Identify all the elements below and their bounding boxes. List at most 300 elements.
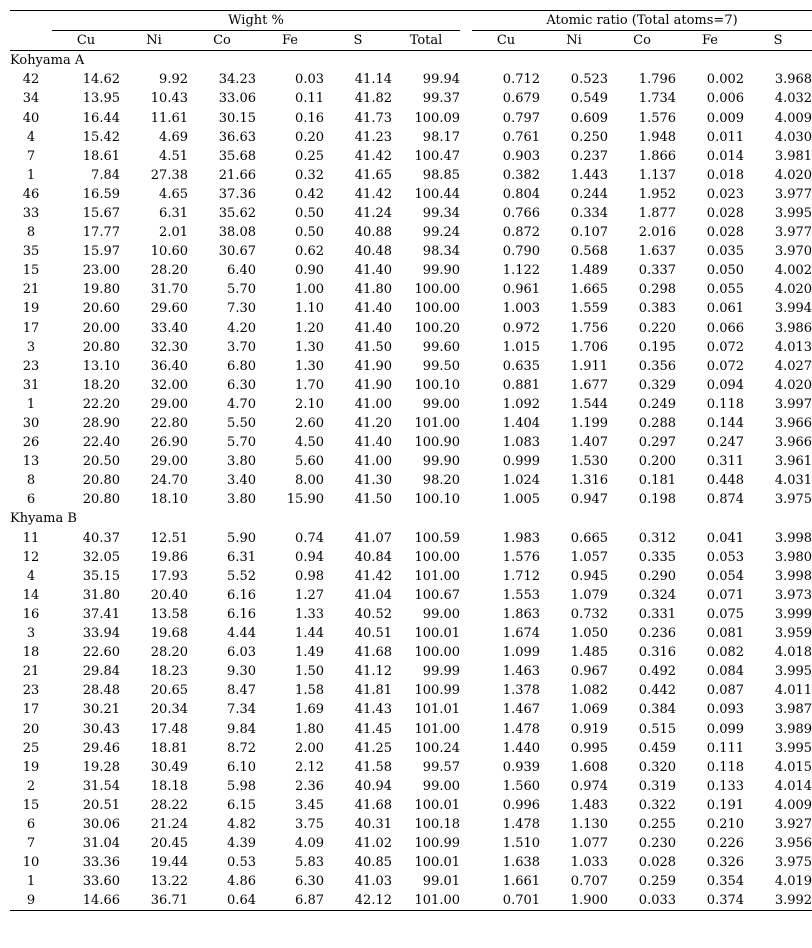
table-cell: 3.977 [774, 186, 812, 202]
table-row [10, 338, 812, 357]
table-cell: 6.30 [227, 377, 256, 393]
table-cell: 6.15 [227, 797, 256, 813]
table-cell: 1.079 [570, 587, 609, 603]
table-cell: 101.00 [414, 721, 461, 737]
table-cell: 0.335 [638, 549, 677, 565]
table-cell: 0.011 [706, 129, 745, 145]
table-cell: 0.107 [570, 225, 609, 241]
table-cell: 0.609 [570, 110, 609, 126]
table-row [10, 758, 812, 777]
table-cell: 0.999 [502, 454, 541, 470]
table-cell: 0.732 [570, 606, 609, 622]
table-row [10, 108, 812, 127]
table-cell: 1.00 [295, 282, 324, 298]
table-cell: 0.002 [706, 72, 745, 88]
table-cell: 1.467 [502, 702, 541, 718]
table-cell: 0.568 [570, 244, 609, 260]
table-row [10, 70, 812, 89]
table-cell: 1.033 [570, 855, 609, 871]
table-cell: 0.035 [706, 244, 745, 260]
analysis-number: 15 [22, 797, 40, 813]
column-header-wt-cu: Cu [52, 31, 120, 51]
column-header-at-ni: Ni [540, 31, 608, 51]
table-cell: 0.041 [706, 530, 745, 546]
table-cell: 12.51 [150, 530, 188, 546]
table-cell: 0.326 [706, 855, 745, 871]
table-cell: 0.050 [706, 263, 745, 279]
table-cell: 0.790 [502, 244, 541, 260]
table-cell: 15.97 [82, 244, 120, 260]
table-cell: 29.00 [150, 396, 188, 412]
table-cell: 35.68 [218, 148, 256, 164]
table-cell: 0.200 [638, 454, 677, 470]
table-cell: 22.80 [150, 416, 188, 432]
table-cell: 3.981 [774, 148, 812, 164]
table-cell: 100.67 [414, 587, 461, 603]
table-cell: 26.90 [150, 435, 188, 451]
table-cell: 1.661 [502, 874, 541, 890]
table-cell: 100.01 [414, 626, 461, 642]
analysis-number: 16 [22, 606, 40, 622]
gap-cell [460, 719, 472, 738]
table-row [10, 529, 812, 548]
table-cell: 4.65 [159, 186, 188, 202]
table-cell: 0.881 [502, 377, 541, 393]
table-cell: 1.734 [638, 91, 677, 107]
table-cell: 29.84 [82, 664, 120, 680]
table-cell: 41.40 [354, 320, 392, 336]
table-cell: 3.994 [774, 301, 812, 317]
analysis-number: 33 [22, 205, 40, 221]
table-cell: 100.10 [414, 492, 461, 508]
analysis-number: 7 [26, 836, 36, 852]
table-cell: 4.44 [227, 626, 256, 642]
table-cell: 33.40 [150, 320, 188, 336]
table-cell: 41.65 [354, 167, 392, 183]
table-cell: 41.24 [354, 205, 392, 221]
table-cell: 18.20 [82, 377, 120, 393]
table-cell: 4.002 [774, 263, 812, 279]
column-header-wt-s: S [324, 31, 392, 51]
table-cell: 1.33 [295, 606, 324, 622]
gap-cell [460, 605, 472, 624]
table-cell: 32.30 [150, 339, 188, 355]
table-cell: 30.43 [82, 721, 120, 737]
table-cell: 0.996 [502, 797, 541, 813]
table-cell: 100.90 [414, 435, 461, 451]
table-cell: 0.244 [570, 186, 609, 202]
table-cell: 3.966 [774, 416, 812, 432]
table-cell: 41.07 [354, 530, 392, 546]
table-cell: 4.70 [227, 396, 256, 412]
table-cell: 0.288 [638, 416, 677, 432]
table-cell: 41.30 [354, 473, 392, 489]
table-cell: 0.053 [706, 549, 745, 565]
table-cell: 28.20 [150, 263, 188, 279]
table-cell: 1.70 [295, 377, 324, 393]
gap-cell [460, 681, 472, 700]
table-cell: 41.58 [354, 759, 392, 775]
gap-cell [460, 529, 472, 548]
table-cell: 0.297 [638, 435, 677, 451]
table-cell: 9.84 [227, 721, 256, 737]
table-cell: 41.50 [354, 492, 392, 508]
table-cell: 0.872 [502, 225, 541, 241]
table-cell: 20.80 [82, 339, 120, 355]
table-cell: 3.959 [774, 626, 812, 642]
table-cell: 0.797 [502, 110, 541, 126]
table-cell: 0.009 [706, 110, 745, 126]
table-cell: 0.236 [638, 626, 677, 642]
table-cell: 6.31 [227, 549, 256, 565]
table-cell: 1.378 [502, 683, 541, 699]
table-cell: 35.62 [218, 205, 256, 221]
table-cell: 20.34 [150, 702, 188, 718]
group-label-row [10, 51, 812, 71]
table-cell: 0.523 [570, 72, 609, 88]
table-cell: 27.38 [150, 167, 188, 183]
table-cell: 0.033 [608, 891, 676, 911]
table-cell: 0.62 [295, 244, 324, 260]
table-cell: 33.36 [82, 855, 120, 871]
gap-cell [460, 357, 472, 376]
table-row [10, 89, 812, 108]
analysis-number: 9 [10, 891, 52, 911]
group-label-row [10, 509, 812, 528]
table-cell: 41.45 [354, 721, 392, 737]
table-cell: 100.24 [414, 740, 461, 756]
table-cell: 19.80 [82, 282, 120, 298]
table-cell: 0.384 [638, 702, 677, 718]
table-cell: 1.024 [502, 473, 541, 489]
table-cell: 0.707 [570, 874, 609, 890]
table-cell: 1.665 [570, 282, 609, 298]
table-row [10, 777, 812, 796]
table-cell: 14.66 [52, 891, 120, 911]
table-cell: 29.46 [82, 740, 120, 756]
table-cell: 0.354 [706, 874, 745, 890]
table-row [10, 433, 812, 452]
table-cell: 0.42 [295, 186, 324, 202]
table-cell: 8.00 [295, 473, 324, 489]
table-cell: 4.09 [295, 836, 324, 852]
table-cell: 0.967 [570, 664, 609, 680]
analysis-number: 23 [22, 358, 40, 374]
table-cell: 1.553 [502, 587, 541, 603]
table-cell: 98.85 [422, 167, 461, 183]
table-row [10, 815, 812, 834]
table-cell: 15.67 [82, 205, 120, 221]
table-cell: 99.90 [422, 454, 461, 470]
table-cell: 99.94 [422, 72, 461, 88]
table-cell: 30.15 [218, 110, 256, 126]
table-cell: 0.679 [502, 91, 541, 107]
table-cell: 15.90 [286, 492, 324, 508]
analysis-number: 6 [26, 492, 36, 508]
gap-cell [460, 777, 472, 796]
table-cell: 22.60 [82, 645, 120, 661]
table-cell: 41.40 [354, 435, 392, 451]
gap-cell [460, 758, 472, 777]
table-cell: 15.42 [82, 129, 120, 145]
table-cell: 5.90 [227, 530, 256, 546]
gap-cell [460, 185, 472, 204]
gap-cell [460, 700, 472, 719]
table-cell: 0.255 [638, 816, 677, 832]
gap-cell [460, 414, 472, 433]
table-row [10, 891, 812, 911]
table-cell: 1.638 [502, 855, 541, 871]
gap-cell [460, 853, 472, 872]
table-cell: 0.334 [570, 205, 609, 221]
table-cell: 1.712 [502, 568, 541, 584]
table-cell: 0.181 [638, 473, 677, 489]
table-cell: 1.863 [502, 606, 541, 622]
table-cell: 0.16 [295, 110, 324, 126]
table-cell: 37.41 [82, 606, 120, 622]
table-cell: 4.014 [774, 778, 812, 794]
table-cell: 17.93 [150, 568, 188, 584]
gap-cell [460, 319, 472, 338]
analysis-number: 12 [22, 549, 40, 565]
table-cell: 33.06 [218, 91, 256, 107]
table-row [10, 624, 812, 643]
table-cell: 3.80 [227, 454, 256, 470]
table-cell: 1.952 [638, 186, 677, 202]
column-header-wt-fe: Fe [256, 31, 324, 51]
gap-cell [460, 872, 472, 891]
table-cell: 0.316 [638, 645, 677, 661]
table-cell: 0.055 [706, 282, 745, 298]
table-cell: 30.21 [82, 702, 120, 718]
gap-cell [460, 204, 472, 223]
table-cell: 1.948 [638, 129, 677, 145]
table-cell: 0.118 [706, 759, 745, 775]
table-cell: 0.374 [676, 891, 744, 911]
table-cell: 99.99 [422, 664, 461, 680]
table-cell: 1.083 [502, 435, 541, 451]
table-cell: 0.311 [706, 454, 745, 470]
composition-table [10, 10, 812, 911]
table-cell: 100.00 [414, 282, 461, 298]
table-cell: 0.099 [706, 721, 745, 737]
table-cell: 0.061 [706, 301, 745, 317]
analysis-number: 26 [22, 435, 40, 451]
table-cell: 19.68 [150, 626, 188, 642]
column-header-at-fe: Fe [676, 31, 744, 51]
table-cell: 1.911 [570, 358, 609, 374]
table-cell: 41.81 [354, 683, 392, 699]
analysis-number: 18 [22, 645, 40, 661]
table-cell: 11.61 [150, 110, 188, 126]
table-cell: 3.40 [227, 473, 256, 489]
table-cell: 3.995 [774, 205, 812, 221]
table-cell: 0.259 [638, 874, 677, 890]
table-cell: 3.927 [774, 816, 812, 832]
table-cell: 9.92 [159, 72, 188, 88]
table-cell: 101.00 [414, 568, 461, 584]
table-cell: 0.054 [706, 568, 745, 584]
table-row [10, 147, 812, 166]
gap-cell [460, 452, 472, 471]
group-label: Khyama B [10, 511, 77, 527]
table-row [10, 185, 812, 204]
table-cell: 1.30 [295, 358, 324, 374]
table-cell: 13.10 [82, 358, 120, 374]
table-cell: 1.099 [502, 645, 541, 661]
gap-cell [460, 166, 472, 185]
table-cell: 0.94 [295, 549, 324, 565]
table-row [10, 796, 812, 815]
table-cell: 1.199 [570, 416, 609, 432]
gap-cell [460, 242, 472, 261]
table-cell: 1.58 [295, 683, 324, 699]
table-cell: 5.98 [227, 778, 256, 794]
table-cell: 29.60 [150, 301, 188, 317]
table-cell: 0.549 [570, 91, 609, 107]
table-cell: 1.463 [502, 664, 541, 680]
table-cell: 36.71 [120, 891, 188, 911]
analysis-number: 19 [22, 759, 40, 775]
table-cell: 20.40 [150, 587, 188, 603]
gap-cell [460, 624, 472, 643]
table-cell: 41.00 [354, 454, 392, 470]
gap-cell [460, 891, 472, 911]
analysis-number: 46 [22, 186, 40, 202]
table-cell: 16.59 [82, 186, 120, 202]
table-cell: 1.49 [295, 645, 324, 661]
table-cell: 7.84 [91, 167, 120, 183]
table-cell: 1.544 [570, 396, 609, 412]
table-cell: 0.331 [638, 606, 677, 622]
table-cell: 4.86 [227, 874, 256, 890]
gap-cell [460, 471, 472, 490]
analysis-number: 3 [26, 339, 36, 355]
table-cell: 1.404 [502, 416, 541, 432]
table-cell: 0.53 [227, 855, 256, 871]
table-cell: 0.198 [638, 492, 677, 508]
table-cell: 0.320 [638, 759, 677, 775]
table-cell: 30.49 [150, 759, 188, 775]
table-cell: 28.48 [82, 683, 120, 699]
table-cell: 0.947 [570, 492, 609, 508]
table-cell: 3.975 [774, 492, 812, 508]
table-cell: 1.866 [638, 148, 677, 164]
table-cell: 0.250 [570, 129, 609, 145]
table-cell: 34.23 [218, 72, 256, 88]
table-cell: 3.975 [774, 855, 812, 871]
table-cell: 41.43 [354, 702, 392, 718]
table-cell: 8.47 [227, 683, 256, 699]
table-cell: 0.448 [706, 473, 745, 489]
table-cell: 0.972 [502, 320, 541, 336]
table-cell: 1.137 [638, 167, 677, 183]
table-cell: 1.050 [570, 626, 609, 642]
gap-cell [460, 548, 472, 567]
table-cell: 41.42 [354, 568, 392, 584]
table-cell: 31.04 [82, 836, 120, 852]
table-cell: 4.020 [774, 282, 812, 298]
analysis-number: 1 [26, 396, 36, 412]
table-cell: 23.00 [82, 263, 120, 279]
table-cell: 0.20 [295, 129, 324, 145]
table-cell: 1.674 [502, 626, 541, 642]
table-cell: 4.39 [227, 836, 256, 852]
table-cell: 38.08 [218, 225, 256, 241]
table-row [10, 299, 812, 318]
table-cell: 36.63 [218, 129, 256, 145]
column-header-at-cu: Cu [472, 31, 540, 51]
gap-cell [460, 128, 472, 147]
analysis-number: 20 [22, 721, 40, 737]
table-cell: 41.68 [354, 645, 392, 661]
table-cell: 10.60 [150, 244, 188, 260]
table-cell: 6.40 [227, 263, 256, 279]
gap-cell [460, 739, 472, 758]
table-cell: 100.99 [414, 836, 461, 852]
table-cell: 0.459 [638, 740, 677, 756]
table-cell: 19.28 [82, 759, 120, 775]
table-cell: 0.804 [502, 186, 541, 202]
table-cell: 1.489 [570, 263, 609, 279]
table-cell: 1.706 [570, 339, 609, 355]
table-cell: 41.50 [354, 339, 392, 355]
table-cell: 2.016 [638, 225, 677, 241]
table-cell: 0.515 [638, 721, 677, 737]
table-row [10, 376, 812, 395]
table-cell: 0.111 [706, 740, 745, 756]
table-cell: 0.006 [706, 91, 745, 107]
table-cell: 5.70 [227, 282, 256, 298]
table-cell: 99.57 [422, 759, 461, 775]
table-cell: 0.74 [295, 530, 324, 546]
table-cell: 40.88 [354, 225, 392, 241]
table-row [10, 490, 812, 509]
analysis-number: 35 [22, 244, 40, 260]
column-header-at-co: Co [608, 31, 676, 51]
table-row [10, 166, 812, 185]
table-cell: 6.31 [159, 205, 188, 221]
table-cell: 1.50 [295, 664, 324, 680]
table-cell: 1.407 [570, 435, 609, 451]
table-cell: 1.559 [570, 301, 609, 317]
table-cell: 1.122 [502, 263, 541, 279]
table-cell: 0.230 [638, 836, 677, 852]
table-cell: 0.383 [638, 301, 677, 317]
table-cell: 41.20 [354, 416, 392, 432]
table-cell: 0.98 [295, 568, 324, 584]
table-cell: 41.03 [354, 874, 392, 890]
table-cell: 0.03 [295, 72, 324, 88]
table-cell: 4.032 [774, 91, 812, 107]
table-cell: 41.23 [354, 129, 392, 145]
table-cell: 4.50 [295, 435, 324, 451]
table-cell: 0.247 [706, 435, 745, 451]
table-row [10, 872, 812, 891]
table-cell: 1.005 [502, 492, 541, 508]
table-cell: 40.51 [354, 626, 392, 642]
table-cell: 1.015 [502, 339, 541, 355]
gap-cell [460, 395, 472, 414]
table-cell: 1.796 [638, 72, 677, 88]
table-cell: 3.989 [774, 721, 812, 737]
table-cell: 0.312 [638, 530, 677, 546]
table-row [10, 395, 812, 414]
table-cell: 100.20 [414, 320, 461, 336]
table-row [10, 280, 812, 299]
table-cell: 100.01 [414, 855, 461, 871]
table-cell: 18.61 [82, 148, 120, 164]
